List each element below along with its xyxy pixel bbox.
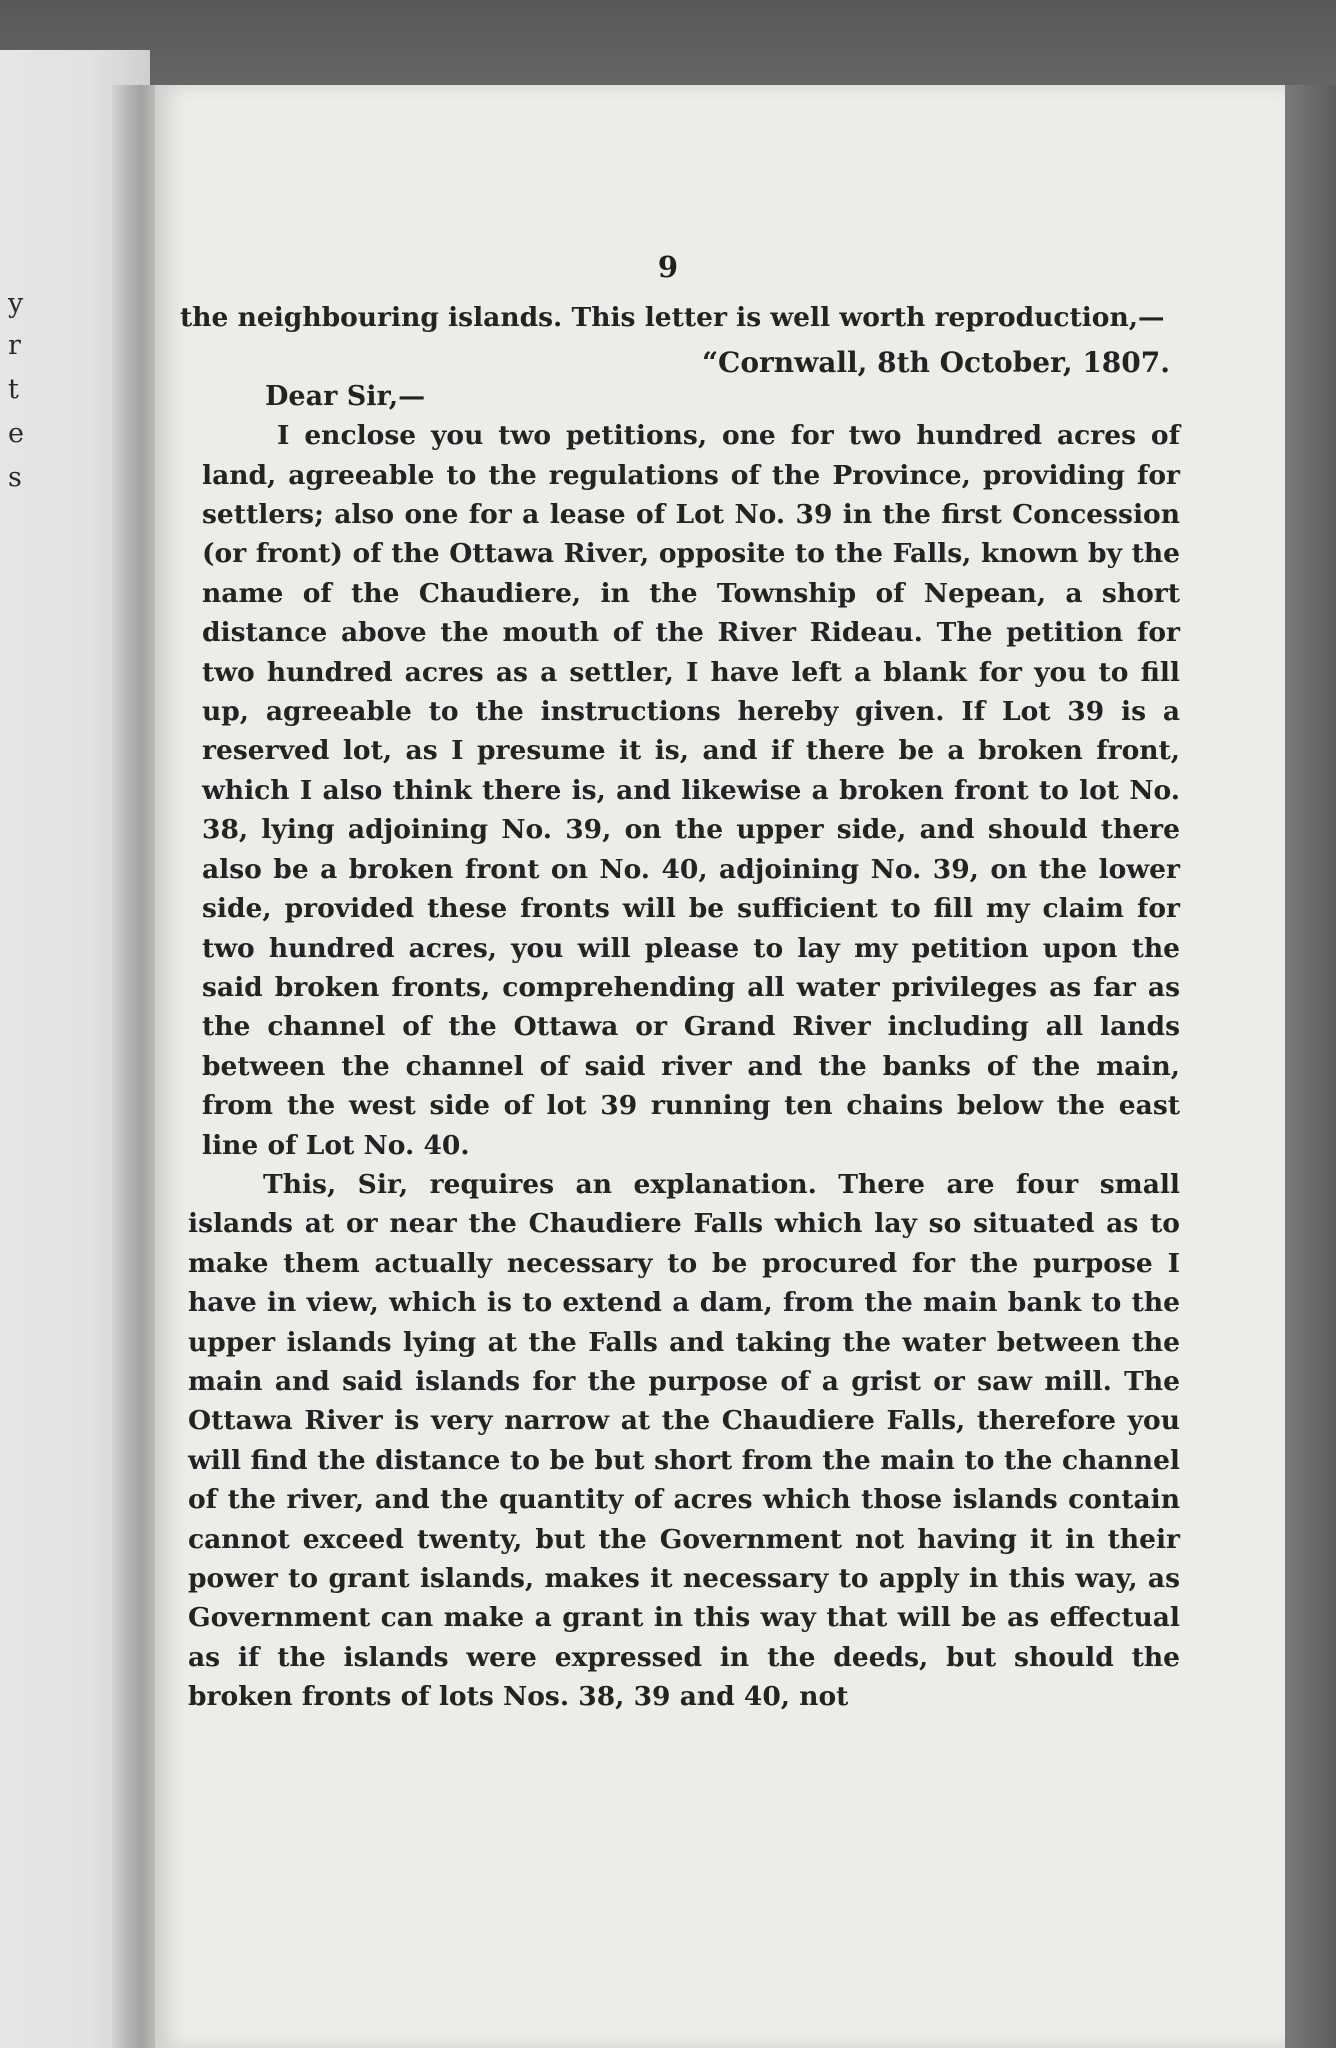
letter-salutation: Dear Sir,— bbox=[265, 380, 426, 412]
page-text bbox=[180, 298, 1180, 1717]
left-page-letter: y bbox=[8, 288, 24, 319]
page-number: 9 bbox=[657, 250, 679, 284]
letter-paragraph: I enclose you two petitions, one for two hundred acres of land, agreeable to the regulations of the Province, providing for settlers; also one for a lease of Lot No. 39 in the first Concession (or front) of the Ottawa River, opposite to the Falls, known by the name of the Chaudiere, in the Township of Nepean, a short distance above the mouth of the River Rideau. The petition for two hundred acres as a settler, I have left a blank for you to fill up, agreeable to the instructions hereby given. If Lot 39 is a reserved lot, as I presume it is, and if there be a broken front, which I also think there is, and likewise a broken front to lot No. 38, lying adjoining No. 39, on the upper side, and should there also be a broken front on No. 40, adjoining No. 39, on the lower side, provided these fronts will be sufficient to fill my claim for two hundred acres, you will please to lay my petition upon the said broken fronts, comprehending all water privileges as far as the channel of the Ottawa or Grand River including all lands between the channel of said river and the banks of the main, from the west side of lot 39 running ten chains below the east line of Lot No. 40. bbox=[202, 420, 1180, 1161]
left-page-letter: t bbox=[8, 374, 19, 405]
left-page-letter: e bbox=[8, 418, 24, 449]
book-gutter bbox=[112, 85, 160, 2048]
letter-dateline: “Cornwall, 8th October, 1807. bbox=[701, 346, 1170, 380]
left-page-letter: s bbox=[8, 462, 22, 493]
left-page-letter: r bbox=[8, 330, 21, 361]
scan-background-right bbox=[1285, 85, 1336, 2048]
intro-paragraph: the neighbouring islands. This letter is well worth reproduction,— bbox=[180, 302, 1165, 333]
letter-paragraph: This, Sir, requires an explanation. There are four small islands at or near the Chaudiere Falls which lay so situated as to make them actually necessary to be procured for the purpose I have in view, which is to extend a dam, from the main bank to the upper islands lying at the Falls and taking the water between the main and said islands for the purpose of a grist or saw mill. The Ottawa River is very narrow at the Chaudiere Falls, therefore you will find the distance to be but short from the main to the channel of the river, and the quantity of acres which those islands contain cannot exceed twenty, but the Government not having it in their power to grant islands, makes it necessary to apply in this way, as Government can make a grant in this way that will be as effectual as if the islands were expressed in the deeds, but should the broken fronts of lots Nos. 38, 39 and 40, not bbox=[188, 1168, 1180, 1713]
